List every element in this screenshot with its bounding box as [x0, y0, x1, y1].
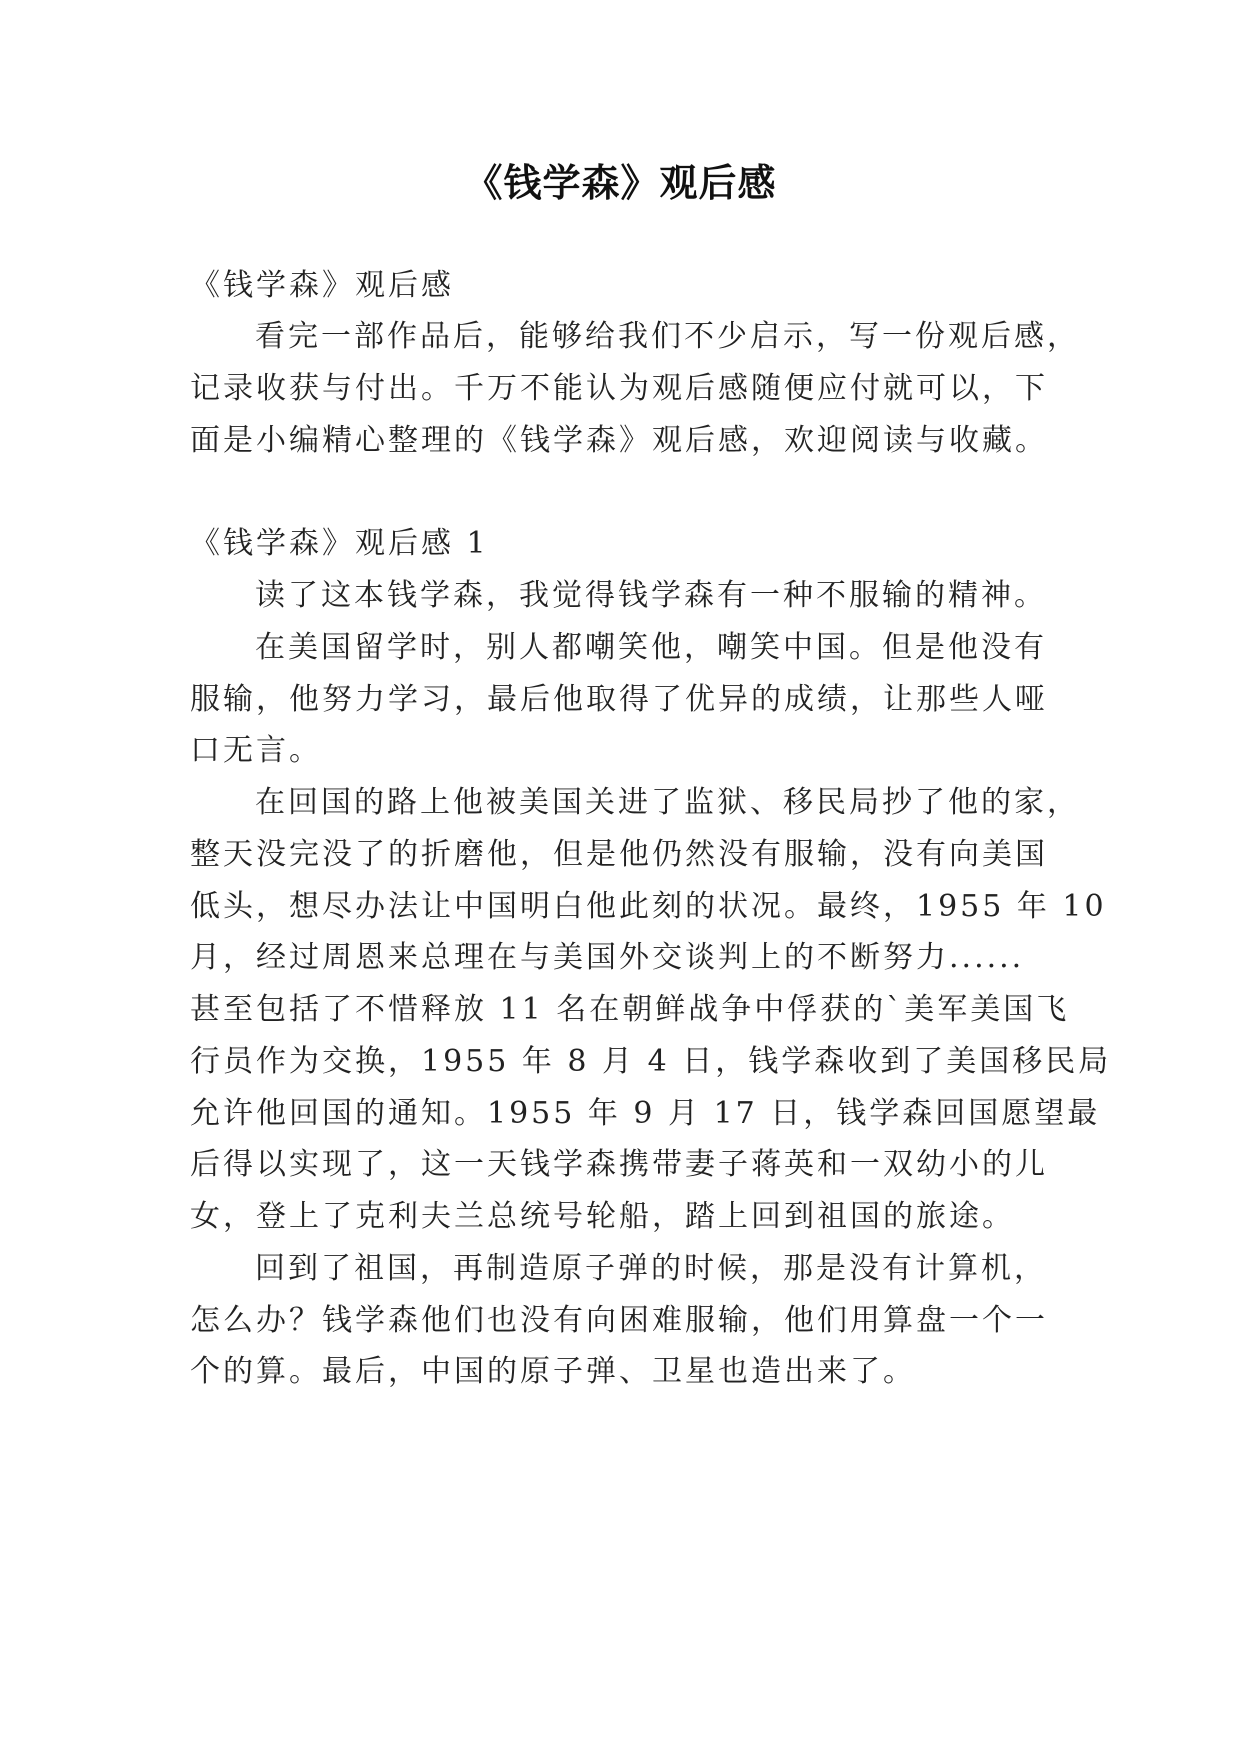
body-line: 怎么办？钱学森他们也没有向困难服输，他们用算盘一个一 — [190, 1303, 1048, 1338]
body-line: 甚至包括了不惜释放 11 名在朝鲜战争中俘获的`美军美国飞 — [190, 992, 1070, 1027]
intro-line: 看完一部作品后，能够给我们不少启示，写一份观后感， — [255, 319, 1080, 354]
body-line: 服输，他努力学习，最后他取得了优异的成绩，让那些人哑 — [190, 682, 1048, 717]
body-line: 后得以实现了，这一天钱学森携带妻子蒋英和一双幼小的儿 — [190, 1147, 1048, 1182]
body-line: 行员作为交换，1955 年 8 月 4 日，钱学森收到了美国移民局 — [190, 1044, 1112, 1079]
body-line: 女，登上了克利夫兰总统号轮船，踏上回到祖国的旅途。 — [190, 1199, 1015, 1234]
body-line: 回到了祖国，再制造原子弹的时候，那是没有计算机， — [255, 1251, 1047, 1286]
body-line: 个的算。最后，中国的原子弹、卫星也造出来了。 — [190, 1354, 916, 1389]
section-heading: 《钱学森》观后感 — [190, 268, 454, 303]
body-line: 在回国的路上他被美国关进了监狱、移民局抄了他的家， — [255, 785, 1080, 820]
section-heading-1: 《钱学森》观后感 1 — [190, 526, 489, 561]
body-line: 口无言。 — [190, 733, 322, 768]
document-title: 《钱学森》观后感 — [464, 160, 777, 205]
body-line: 在美国留学时，别人都嘲笑他，嘲笑中国。但是他没有 — [255, 630, 1047, 665]
body-line: 允许他回国的通知。1955 年 9 月 17 日，钱学森回国愿望最 — [190, 1096, 1101, 1131]
body-line: 月，经过周恩来总理在与美国外交谈判上的不断努力...... — [190, 940, 1025, 975]
body-line: 整天没完没了的折磨他，但是他仍然没有服输，没有向美国 — [190, 837, 1048, 872]
body-line: 读了这本钱学森，我觉得钱学森有一种不服输的精神。 — [255, 578, 1047, 613]
body-line: 低头，想尽办法让中国明白他此刻的状况。最终，1955 年 10 — [190, 889, 1107, 924]
intro-line: 记录收获与付出。千万不能认为观后感随便应付就可以，下 — [190, 371, 1048, 406]
intro-line: 面是小编精心整理的《钱学森》观后感，欢迎阅读与收藏。 — [190, 423, 1048, 458]
